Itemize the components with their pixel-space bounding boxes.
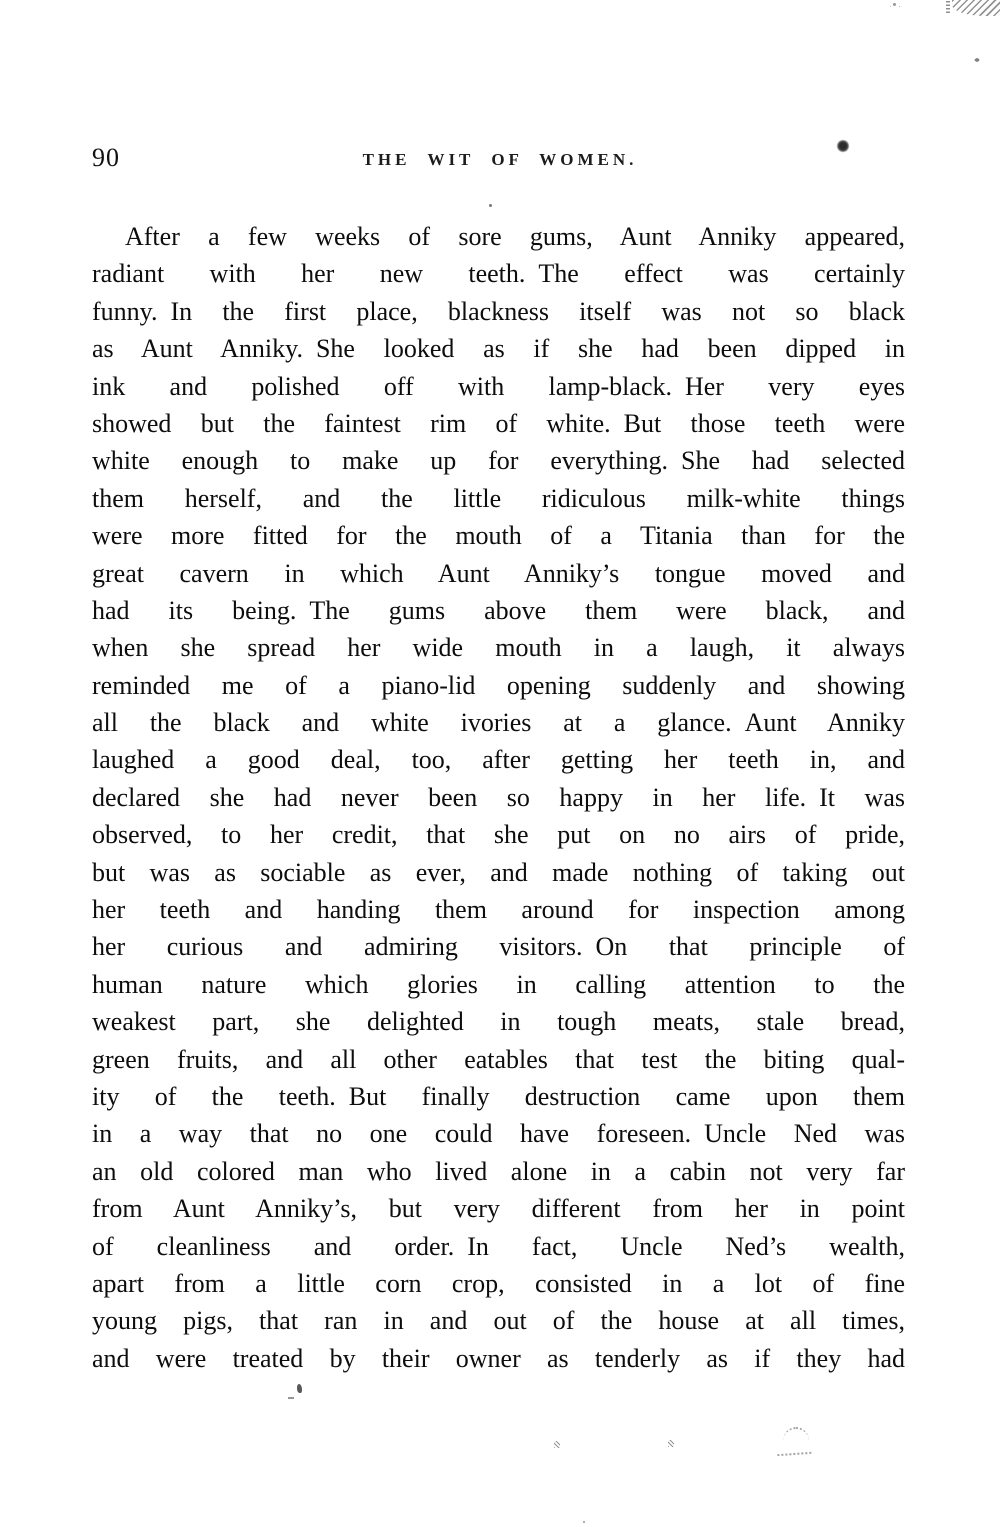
- scan-dot-above-text: [489, 204, 492, 207]
- text-line: had its being. The gums above them were black, and: [92, 595, 905, 625]
- text-line: an old colored man who lived alone in a cabin not very far: [92, 1156, 905, 1186]
- text-line: from Aunt Anniky’s, but very different from her in point: [92, 1194, 905, 1224]
- text-line: her teeth and handing them around for inspection among: [92, 895, 905, 925]
- text-line: when she spread her wide mouth in a laugh, it always: [92, 633, 905, 663]
- text-line: declared she had never been so happy in her life. It was: [92, 782, 905, 812]
- page-number: 90: [92, 143, 120, 172]
- scan-squiggle-top: [946, 0, 950, 13]
- scan-speck-bottom-1: [554, 1441, 560, 1448]
- text-line: young pigs, that ran in and out of the house at all times,: [92, 1306, 905, 1336]
- text-line: of cleanliness and order. In fact, Uncle Ned’s wealth,: [92, 1231, 905, 1261]
- scan-dot-bottom-center: [583, 1521, 585, 1523]
- text-line: were more fitted for the mouth of a Titania than for the: [92, 521, 905, 551]
- text-line: white enough to make up for everything. She had selected: [92, 446, 905, 476]
- scan-mark-bottom-left: [297, 1384, 302, 1393]
- text-line: but was as sociable as ever, and made nothing of taking out: [92, 857, 905, 887]
- text-line: and were treated by their owner as tenderly as if they had: [92, 1343, 905, 1373]
- text-line: After a few weeks of sore gums, Aunt Anniky appeared,: [125, 222, 905, 251]
- text-line: ink and polished off with lamp-black. Her very eyes: [92, 371, 905, 401]
- text-line: laughed a good deal, too, after getting her teeth in, and: [92, 745, 905, 775]
- text-line: ity of the teeth. But finally destruction came upon them: [92, 1081, 905, 1111]
- text-line: observed, to her credit, that she put on no airs of pride,: [92, 820, 905, 850]
- text-line: showed but the faintest rim of white. But those teeth were: [92, 408, 905, 438]
- text-line: in a way that no one could have foreseen. Uncle Ned was: [92, 1119, 905, 1149]
- text-line: her curious and admiring visitors. On that principle of: [92, 932, 905, 962]
- scan-dash-bottom-left: [288, 1397, 294, 1399]
- scan-squiggle-bottom: [777, 1442, 812, 1456]
- text-line: them herself, and the little ridiculous milk-white things: [92, 483, 905, 513]
- scan-tick-right: [974, 57, 980, 63]
- running-header-title: THE WIT OF WOMEN.: [362, 150, 638, 169]
- text-line: great cavern in which Aunt Anniky’s tongue moved and: [92, 558, 905, 588]
- scan-squiggle-arc-bottom: [783, 1427, 809, 1441]
- text-line: apart from a little corn crop, consisted in a lot of fine: [92, 1268, 905, 1298]
- text-line: funny. In the first place, blackness itself was not so black: [92, 296, 905, 326]
- text-line: as Aunt Anniky. She looked as if she had been dipped in: [92, 334, 905, 364]
- scan-speck-bottom-2: [668, 1440, 674, 1447]
- text-line: green fruits, and all other eatables that test the biting qual-: [92, 1044, 905, 1074]
- text-line: human nature which glories in calling attention to the: [92, 969, 905, 999]
- text-line: weakest part, she delighted in tough meats, stale bread,: [92, 1007, 905, 1037]
- scan-dots-top: [893, 3, 896, 6]
- text-line: all the black and white ivories at a glance. Aunt Anniky: [92, 708, 905, 738]
- paragraph-body: [92, 218, 905, 1377]
- text-line: radiant with her new teeth. The effect was certainly: [92, 259, 905, 289]
- scan-speckle-top-right: [952, 0, 1000, 16]
- text-line: reminded me of a piano-lid opening suddenly and showing: [92, 670, 905, 700]
